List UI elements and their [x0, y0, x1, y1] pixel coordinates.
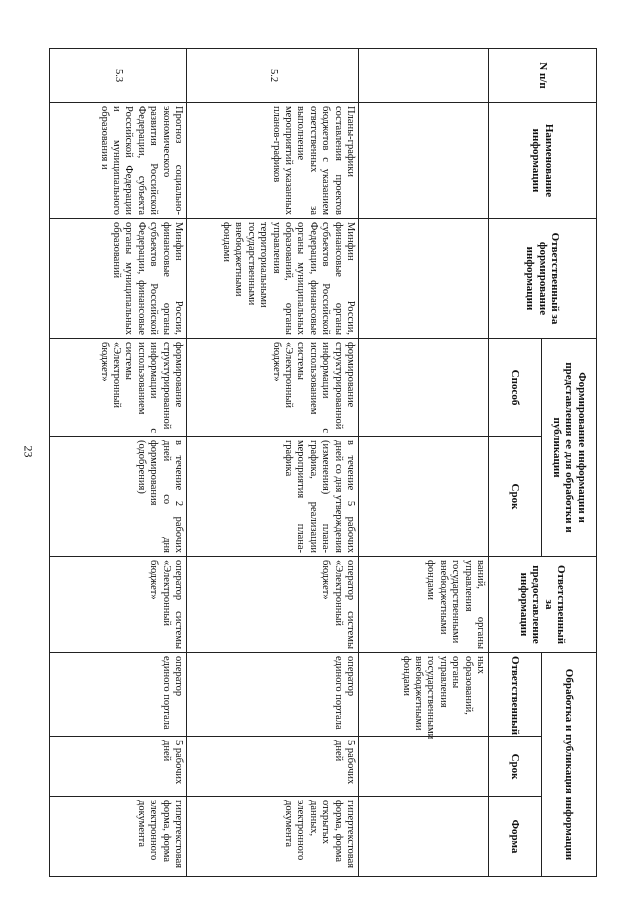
continuation-processing-responsible: ных образований, органы управления государственными внебюджетными фондами [359, 653, 489, 737]
header-responsible-form: Ответственный за формирование информации [489, 219, 597, 339]
page-number: 23 [21, 445, 36, 458]
header-processing-form: Форма [489, 797, 542, 877]
row-responsible-form: Минфин России, финансовые органы субъектов Российской Федерации, финансовые органы муниципальных образований, органы управления территориальными государственными внебюджетными фондами [187, 219, 359, 339]
row-num: 5.2 [187, 49, 359, 103]
row-processing-form: гипертекстовая форма, форма электронного документа [50, 797, 187, 877]
row-method: формирование структурированной информации с использованием системы «Электронный бюджет» [50, 339, 187, 437]
row-name: Прогноз социально-экономического развития Российской Федерации, субъекта Российской Федерации и муниципального образования и [50, 103, 187, 219]
row-processing-responsible: оператор единого портала [187, 653, 359, 737]
header-processing-responsible: Ответственный [489, 653, 542, 737]
row-num: 5.3 [50, 49, 187, 103]
header-processing-group: Обработка и публикация информации [542, 653, 597, 877]
row-method: формирование структурированной информации с использованием системы «Электронный бюджет» [187, 339, 359, 437]
continuation-responsible-provide: ваний, органы управления государственными внебюджетными фондами [359, 557, 489, 653]
header-formation-group: Формирование информации и представления ее для обработки и публикации [542, 339, 597, 557]
row-responsible-provide: оператор системы «Электронный бюджет» [50, 557, 187, 653]
info-table [49, 48, 597, 877]
table-row [50, 49, 187, 877]
row-name: Планы-графики составления проектов бюджетов с указанием ответственных за выполнение мероприятий указанных планов-графиков [187, 103, 359, 219]
row-term: в течение 2 рабочих дней со дня формирования (одобрения) [50, 437, 187, 557]
rotated-table-container [50, 48, 597, 876]
header-name: Наименование информации [489, 103, 597, 219]
table-row [359, 49, 489, 877]
header-term: Срок [489, 437, 542, 557]
row-responsible-provide: оператор системы «Электронный бюджет» [187, 557, 359, 653]
row-processing-form: гипертекстовая форма, форма открытых данных, электронного документа [187, 797, 359, 877]
row-processing-responsible: оператор единого портала [50, 653, 187, 737]
header-method: Способ [489, 339, 542, 437]
row-responsible-form: Минфин России, финансовые органы субъектов Российской Федерации, финансовые органы муниципальных образований [50, 219, 187, 339]
header-responsible-provide: Ответственный за предоставление информации [489, 557, 597, 653]
header-processing-term: Срок [489, 737, 542, 797]
row-term: в течение 5 рабочих дней со дня утверждения (изменения) плана-графика, реализации мероприятия плана-графика [187, 437, 359, 557]
table-row [187, 49, 359, 877]
row-processing-term: 5 рабочих дней [187, 737, 359, 797]
row-processing-term: 5 рабочих дней [50, 737, 187, 797]
header-num: N п/п [489, 49, 597, 103]
